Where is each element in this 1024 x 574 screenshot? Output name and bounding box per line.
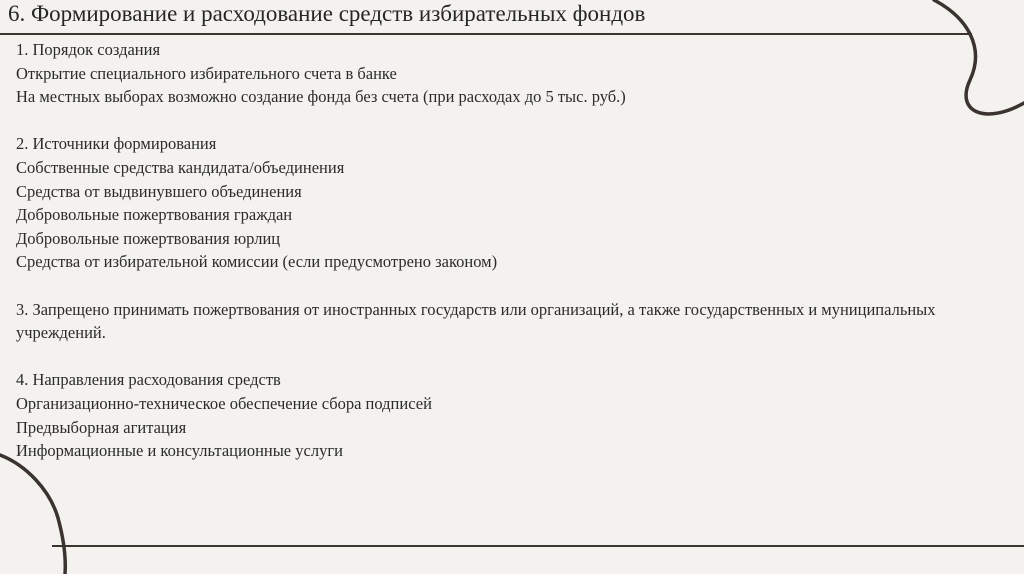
list-item: Добровольные пожертвования юрлиц xyxy=(16,228,281,248)
list-item: Предвыборная агитация xyxy=(16,417,187,437)
section-creation xyxy=(16,38,1006,109)
section-sources xyxy=(16,132,1006,274)
section-heading: 2. Источники формирования xyxy=(16,134,217,154)
list-item: Средства от выдвинувшего объединения xyxy=(16,181,302,201)
list-item: Информационные и консультационные услуги xyxy=(16,441,343,461)
prohibition-text: 3. Запрещено принимать пожертвования от иностранных государств или организаций, а также государственных и муниципальных учреждений. xyxy=(16,299,936,343)
section-spending xyxy=(16,368,1006,462)
list-item: Добровольные пожертвования граждан xyxy=(16,205,293,225)
bottom-divider xyxy=(52,545,1024,547)
list-item: Средства от избирательной комиссии (если предусмотрено законом) xyxy=(16,252,498,272)
list-item: Собственные средства кандидата/объединения xyxy=(16,157,345,177)
section-heading: 4. Направления расходования средств xyxy=(16,370,281,390)
slide-content xyxy=(16,38,1006,486)
section-prohibition xyxy=(16,298,1006,345)
slide-title: 6. Формирование и расходование средств избирательных фондов xyxy=(8,1,646,26)
list-item: Организационно-техническое обеспечение сбора подписей xyxy=(16,393,432,413)
list-item: Открытие специального избирательного счета в банке xyxy=(16,63,397,83)
list-item: На местных выборах возможно создание фонда без счета (при расходах до 5 тыс. руб.) xyxy=(16,87,626,107)
top-divider xyxy=(0,33,972,35)
section-heading: 1. Порядок создания xyxy=(16,40,161,59)
